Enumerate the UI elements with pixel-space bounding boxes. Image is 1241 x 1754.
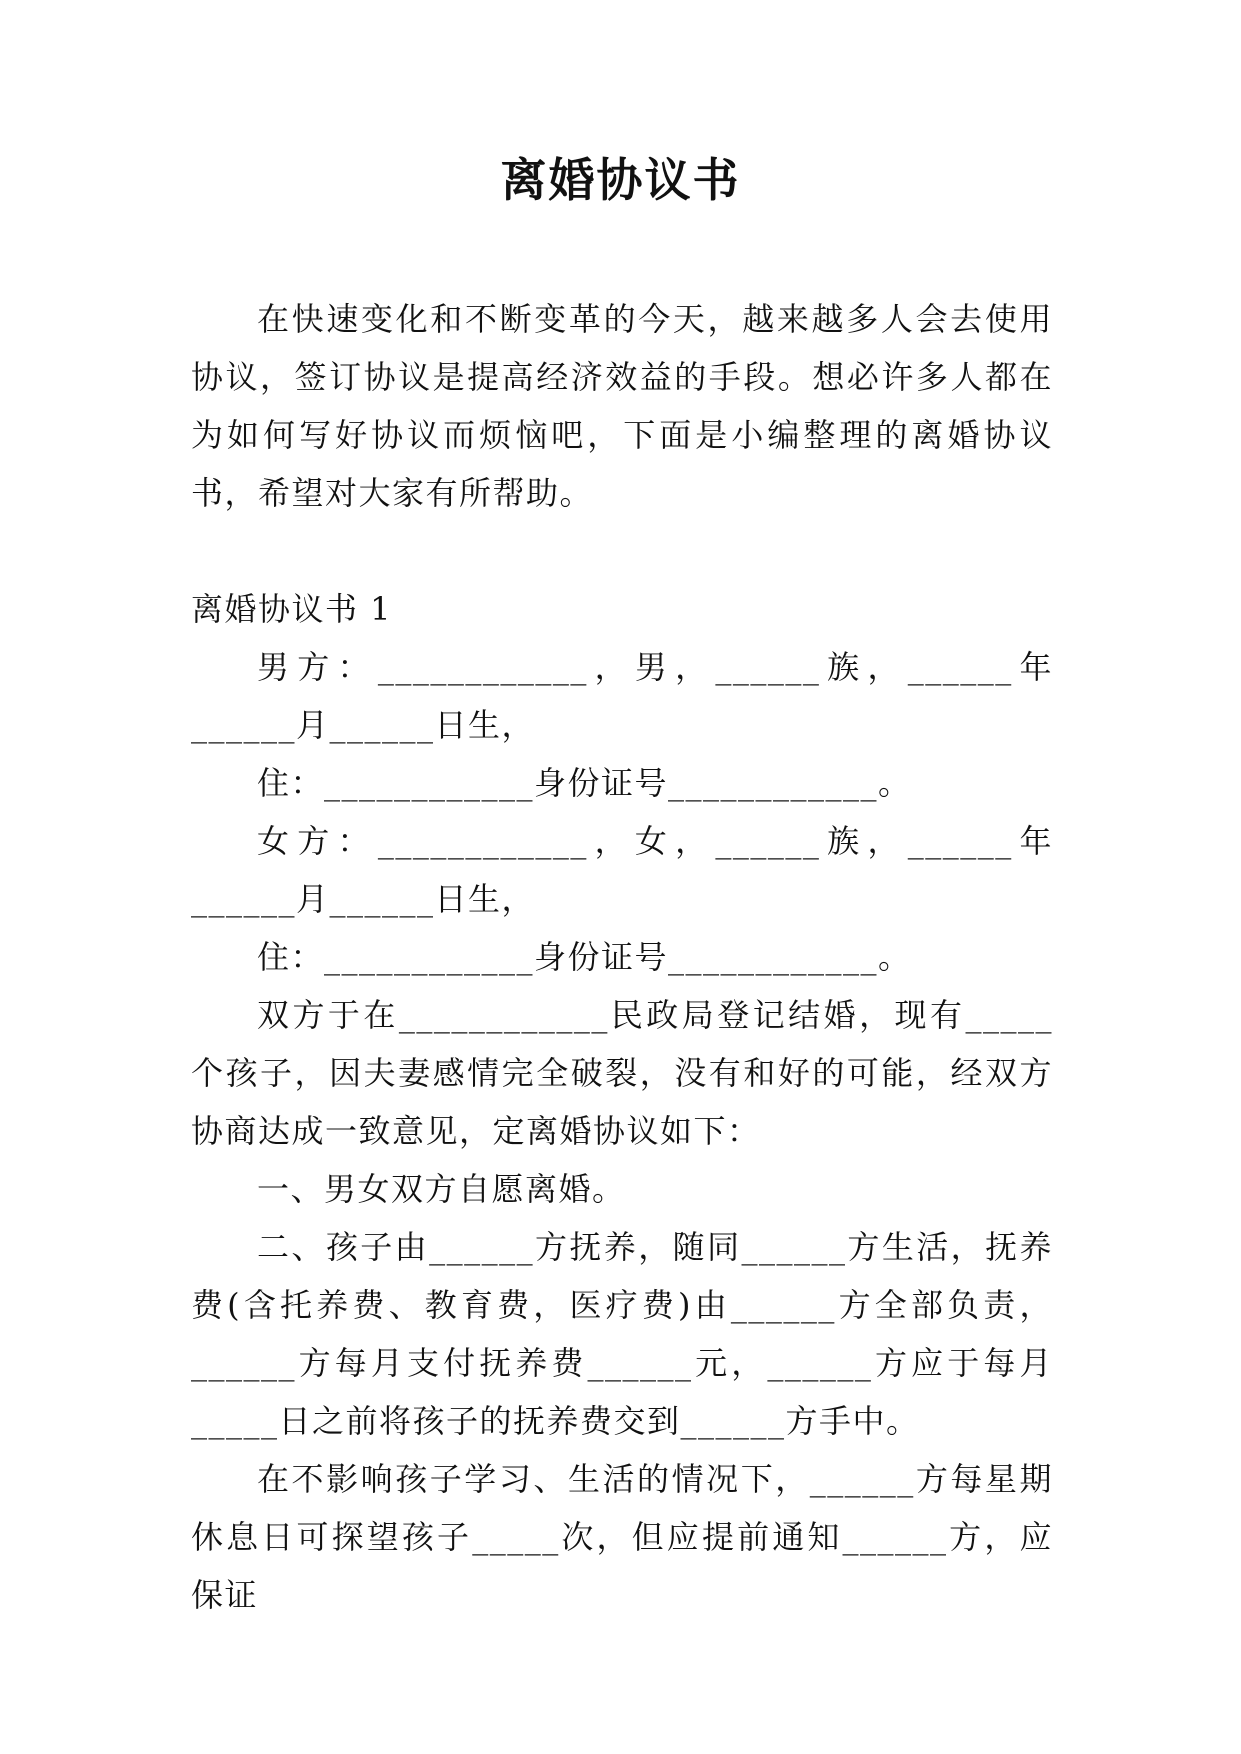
male-party-line: 男方：____________，男，______族，______年______月______日生， — [191, 648, 1053, 744]
clause-two: 二、孩子由______方抚养，随同______方生活，抚养费(含托养费、教育费，医疗费)由______方全部负责，______方每月支付抚养费______元，______方应于每月_____日之前将孩子的抚养费交到______方手中。 — [191, 1228, 1053, 1440]
female-party-line: 女方：____________，女，______族，______年______月______日生， — [191, 822, 1053, 918]
intro-paragraph: 在快速变化和不断变革的今天，越来越多人会去使用协议，签订协议是提高经济效益的手段。想必许多人都在为如何写好协议而烦恼吧，下面是小编整理的离婚协议书，希望对大家有所帮助。 — [191, 300, 1053, 512]
marriage-registration-paragraph: 双方于在____________民政局登记结婚，现有_____个孩子，因夫妻感情完全破裂，没有和好的可能，经双方协商达成一致意见，定离婚协议如下： — [191, 996, 1053, 1150]
document-title: 离婚协议书 — [500, 153, 741, 207]
female-address-line: 住：____________身份证号____________。 — [257, 938, 912, 976]
clause-one: 一、男女双方自愿离婚。 — [257, 1170, 626, 1208]
section-heading: 离婚协议书 1 — [191, 590, 393, 628]
document-body — [191, 290, 1053, 1624]
male-address-line: 住：____________身份证号____________。 — [257, 764, 912, 802]
paragraph-spacer — [191, 522, 1053, 580]
visitation-paragraph: 在不影响孩子学习、生活的情况下，______方每星期休息日可探望孩子_____次，但应提前通知______方，应保证 — [191, 1460, 1053, 1614]
